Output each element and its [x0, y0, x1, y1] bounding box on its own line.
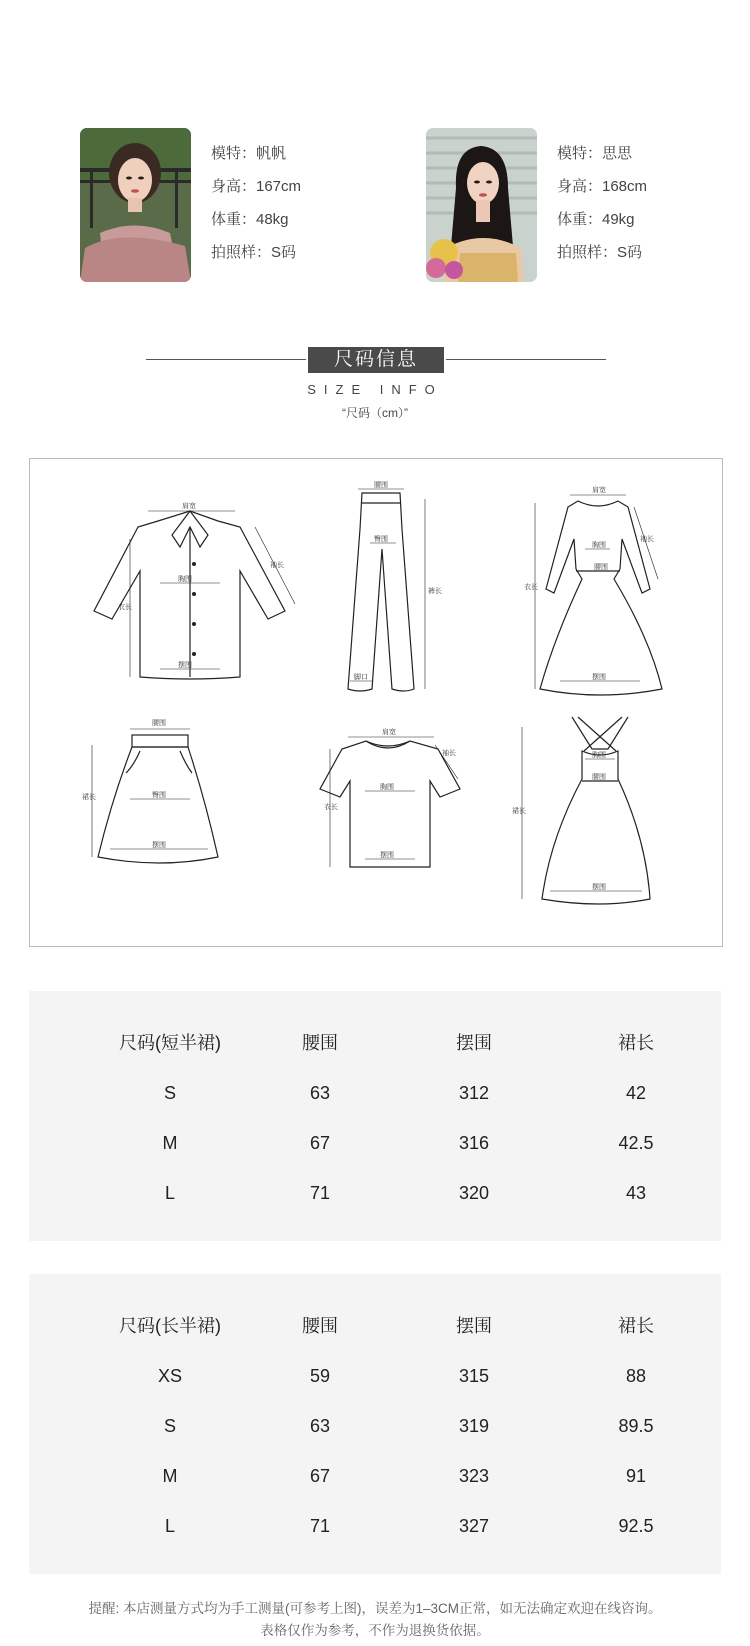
table-header-cell: 腰围: [302, 1316, 338, 1336]
label-hem: 摆围: [592, 883, 606, 891]
table-header-cell: 尺码(长半裙): [119, 1316, 221, 1336]
label-hem: 摆围: [380, 851, 394, 859]
model-sample-size: 拍照样：S码: [557, 244, 643, 261]
table-cell: L: [164, 1516, 175, 1536]
table-cell: 323: [458, 1466, 490, 1486]
models-section: [0, 128, 750, 283]
model-photo-2: [426, 128, 537, 282]
label-hem: 摆围: [592, 673, 606, 681]
title-divider-left: [146, 359, 306, 360]
label-shoulder: 肩宽: [382, 728, 396, 736]
label-skirt-length: 裙长: [82, 793, 96, 801]
table-header-cell: 裙长: [618, 1316, 654, 1336]
table-row: [29, 1501, 721, 1551]
table-cell: M: [162, 1466, 178, 1486]
table-cell: 319: [458, 1416, 490, 1436]
label-chest: 胸围: [592, 541, 606, 549]
label-sleeve: 袖长: [640, 535, 654, 543]
table-row: [29, 1451, 721, 1501]
model-photo-1: [80, 128, 191, 282]
slip-dress-diagram: [522, 717, 650, 904]
table-cell: 88: [625, 1366, 647, 1386]
model-info-2: [557, 144, 750, 276]
table-header-row: [29, 1301, 721, 1351]
model-height: 身高：168cm: [557, 178, 648, 195]
table-row: [29, 1068, 721, 1118]
label-sleeve: 袖长: [270, 561, 284, 569]
label-chest: 胸围: [380, 783, 394, 791]
section-subtitle-en: SIZE INFO: [307, 382, 443, 397]
table-row: [29, 1168, 721, 1218]
unit-note: “尺码（cm）”: [342, 406, 408, 420]
short-skirt-size-table: [29, 991, 721, 1241]
model-weight: 体重：49kg: [557, 211, 635, 228]
measurement-diagram: [29, 458, 723, 947]
table-cell: 320: [458, 1183, 490, 1203]
shirt-diagram: [94, 511, 295, 679]
model-info-1: [211, 144, 411, 276]
table-cell: 43: [625, 1183, 647, 1203]
table-cell: 42.5: [618, 1133, 654, 1153]
table-cell: M: [162, 1133, 178, 1153]
table-header-row: [29, 1018, 721, 1068]
label-chest: 胸围: [178, 575, 192, 583]
label-waist: 腰围: [152, 719, 166, 727]
table-header-cell: 摆围: [456, 1033, 492, 1053]
label-shoulder: 肩宽: [592, 486, 606, 494]
table-cell: 91: [625, 1466, 647, 1486]
table-header-cell: 尺码(短半裙): [119, 1033, 221, 1053]
table-cell: 59: [309, 1366, 331, 1386]
table-cell: 89.5: [618, 1416, 654, 1436]
table-cell: 327: [458, 1516, 490, 1536]
table-cell: S: [163, 1083, 176, 1103]
table-cell: 71: [309, 1516, 331, 1536]
label-waist: 腰围: [594, 563, 608, 571]
table-cell: 42: [625, 1083, 647, 1103]
label-waist: 腰围: [374, 481, 388, 489]
table-cell: 312: [458, 1083, 490, 1103]
model-height: 身高：167cm: [211, 178, 302, 195]
model-name: 模特：帆帆: [211, 145, 287, 162]
table-cell: 63: [309, 1083, 331, 1103]
label-hip: 臀围: [152, 791, 166, 799]
notice-line-2: 表格仅作为参考，不作为退换货依据。: [260, 1623, 490, 1638]
label-hem: 摆围: [178, 661, 192, 669]
table-cell: 71: [309, 1183, 331, 1203]
label-pants-length: 裤长: [428, 587, 442, 595]
table-cell: 67: [309, 1133, 331, 1153]
table-header-cell: 摆围: [456, 1316, 492, 1336]
table-cell: S: [163, 1416, 176, 1436]
label-sleeve: 袖长: [442, 749, 456, 757]
table-row: [29, 1401, 721, 1451]
section-title: 尺码信息: [308, 347, 444, 373]
label-length: 衣长: [324, 803, 338, 811]
table-cell: 63: [309, 1416, 331, 1436]
label-hem: 摆围: [152, 841, 166, 849]
table-cell: XS: [157, 1366, 182, 1386]
table-row: [29, 1118, 721, 1168]
label-length: 衣长: [118, 603, 132, 611]
model-name: 模特：思思: [557, 145, 633, 162]
long-sleeve-dress-diagram: [535, 495, 662, 695]
label-length: 衣长: [524, 583, 538, 591]
table-cell: 67: [309, 1466, 331, 1486]
label-chest: 胸围: [592, 751, 606, 759]
table-row: [29, 1351, 721, 1401]
label-waist: 腰围: [592, 773, 606, 781]
long-skirt-size-table: [29, 1274, 721, 1574]
label-skirt-length: 裙长: [512, 807, 526, 815]
measurement-notice: [0, 1598, 750, 1642]
table-cell: 316: [458, 1133, 490, 1153]
title-divider-right: [446, 359, 606, 360]
label-hip: 臀围: [374, 535, 388, 543]
pants-diagram: [348, 489, 425, 691]
table-cell: L: [164, 1183, 175, 1203]
model-weight: 体重：48kg: [211, 211, 289, 228]
tshirt-diagram: [320, 737, 460, 867]
notice-line-1: 提醒: 本店测量方式均为手工测量(可参考上图)，误差为1–3CM正常，如无法确定欢迎在线咨询。: [88, 1601, 662, 1616]
model-sample-size: 拍照样：S码: [211, 244, 297, 261]
table-header-cell: 裙长: [618, 1033, 654, 1053]
label-leg-opening: 脚口: [354, 673, 368, 681]
table-cell: 92.5: [618, 1516, 654, 1536]
label-shoulder: 肩宽: [182, 502, 196, 510]
table-cell: 315: [458, 1366, 490, 1386]
table-header-cell: 腰围: [302, 1033, 338, 1053]
